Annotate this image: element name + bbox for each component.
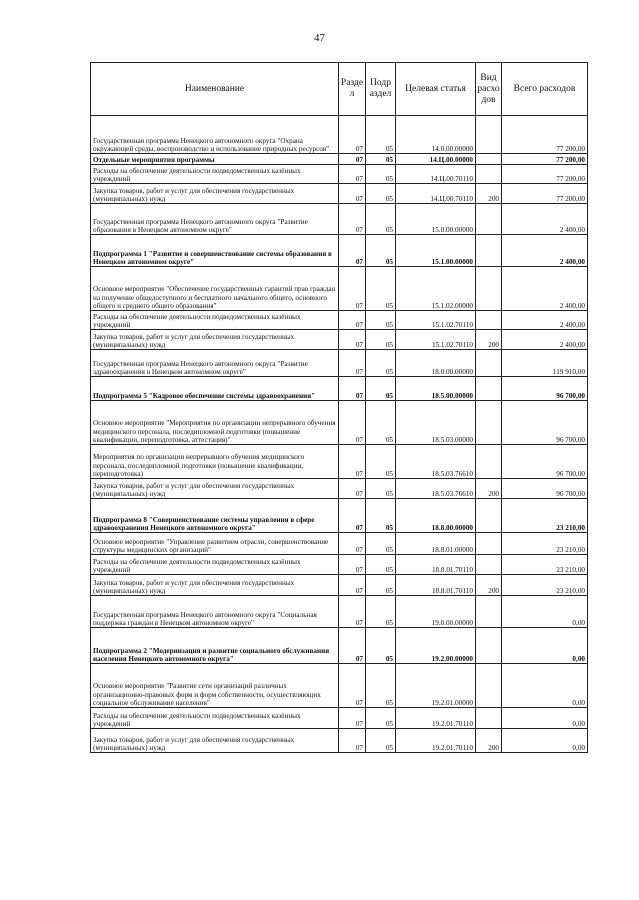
cell-expense-type [476, 154, 502, 165]
cell-target: 14.Ц.00.70110 [396, 165, 476, 184]
cell-target: 14.Ц.00.70110 [396, 184, 476, 204]
cell-section: 07 [339, 729, 366, 753]
cell-total: 77 200,00 [502, 184, 588, 204]
table-row [91, 729, 588, 753]
cell-expense-type [476, 267, 502, 311]
cell-expense-type: 200 [476, 184, 502, 204]
cell-total: 23 210,00 [502, 555, 588, 575]
cell-name: Закупка товаров, работ и услуг для обеспечения государственных (муниципальных) нужд [91, 729, 339, 753]
cell-section: 07 [339, 116, 366, 154]
cell-section: 07 [339, 628, 366, 664]
cell-name: Закупка товаров, работ и услуг для обеспечения государственных (муниципальных) нужд [91, 330, 339, 350]
cell-section: 07 [339, 377, 366, 401]
cell-subsection: 05 [366, 184, 396, 204]
cell-total: 96 700,00 [502, 377, 588, 401]
cell-target: 15.1.02.70110 [396, 311, 476, 330]
cell-expense-type [476, 445, 502, 479]
cell-subsection: 05 [366, 204, 396, 235]
cell-section: 07 [339, 184, 366, 204]
cell-expense-type [476, 377, 502, 401]
table-row [91, 596, 588, 628]
cell-expense-type [476, 165, 502, 184]
cell-expense-type [476, 628, 502, 664]
cell-expense-type [476, 499, 502, 533]
cell-subsection: 05 [366, 267, 396, 311]
cell-section: 07 [339, 154, 366, 165]
cell-section: 07 [339, 330, 366, 350]
cell-total: 0,00 [502, 708, 588, 729]
cell-subsection: 05 [366, 401, 396, 445]
cell-section: 07 [339, 533, 366, 555]
cell-total: 23 210,00 [502, 575, 588, 596]
cell-target: 18.5.03.76610 [396, 445, 476, 479]
cell-target: 15.1.02.70110 [396, 330, 476, 350]
cell-name: Государственная программа Ненецкого автономного округа "Социальная поддержка граждан в Ненецком автономном округе" [91, 596, 339, 628]
cell-subsection: 05 [366, 555, 396, 575]
cell-subsection: 05 [366, 499, 396, 533]
cell-expense-type [476, 116, 502, 154]
cell-expense-type [476, 401, 502, 445]
cell-name: Мероприятия по организации непрерывного обучения медицинского персонала, последипломной подготовки (повышение квалификации, переподготовка) [91, 445, 339, 479]
cell-name: Отдельные мероприятия программы [91, 154, 339, 165]
cell-section: 07 [339, 555, 366, 575]
cell-total: 77 200,00 [502, 165, 588, 184]
table-row [91, 445, 588, 479]
cell-expense-type: 200 [476, 330, 502, 350]
cell-subsection: 05 [366, 311, 396, 330]
cell-expense-type [476, 350, 502, 377]
cell-target: 18.8.01.70110 [396, 575, 476, 596]
cell-section: 07 [339, 664, 366, 708]
table-header-row [91, 63, 588, 116]
cell-total: 2 400,00 [502, 204, 588, 235]
table-row [91, 330, 588, 350]
cell-expense-type [476, 204, 502, 235]
cell-section: 07 [339, 267, 366, 311]
table-row [91, 575, 588, 596]
cell-subsection: 05 [366, 664, 396, 708]
cell-target: 19.2.00.00000 [396, 628, 476, 664]
cell-section: 07 [339, 479, 366, 499]
table-row [91, 664, 588, 708]
cell-target: 18.0.00.00000 [396, 350, 476, 377]
cell-name: Подпрограмма 8 "Совершенствование системы управления в сфере здравоохранения Ненецкого автономного округа" [91, 499, 339, 533]
cell-section: 07 [339, 311, 366, 330]
cell-target: 14.Ц.00.00000 [396, 154, 476, 165]
table-row [91, 267, 588, 311]
cell-target: 15.1.02.00000 [396, 267, 476, 311]
cell-name: Подпрограмма 1 "Развитие и совершенствование системы образования в Ненецком автономном округе" [91, 235, 339, 267]
cell-subsection: 05 [366, 116, 396, 154]
cell-name: Закупка товаров, работ и услуг для обеспечения государственных (муниципальных) нужд [91, 575, 339, 596]
cell-target: 18.5.03.00000 [396, 401, 476, 445]
cell-subsection: 05 [366, 575, 396, 596]
cell-expense-type [476, 311, 502, 330]
cell-section: 07 [339, 445, 366, 479]
cell-name: Основное мероприятие "Мероприятия по организации непрерывного обучения медицинского персонала, последипломной подготовки (повышение квалификации, переподготовка, аттестация)" [91, 401, 339, 445]
cell-subsection: 05 [366, 533, 396, 555]
cell-subsection: 05 [366, 445, 396, 479]
cell-target: 14.0.00.00000 [396, 116, 476, 154]
cell-expense-type: 200 [476, 575, 502, 596]
budget-table [90, 62, 588, 753]
table-row [91, 555, 588, 575]
table-row [91, 311, 588, 330]
cell-name: Основное мероприятие "Управление развитием отрасли, совершенствование структуры медицинских организаций" [91, 533, 339, 555]
cell-name: Расходы на обеспечение деятельности подведомственных казённых учреждений [91, 708, 339, 729]
cell-target: 18.5.00.00000 [396, 377, 476, 401]
table-row [91, 377, 588, 401]
table-row [91, 165, 588, 184]
cell-subsection: 05 [366, 479, 396, 499]
cell-subsection: 05 [366, 708, 396, 729]
cell-subsection: 05 [366, 628, 396, 664]
cell-expense-type [476, 555, 502, 575]
page-number: 47 [314, 32, 325, 44]
cell-subsection: 05 [366, 350, 396, 377]
cell-target: 18.8.01.70110 [396, 555, 476, 575]
cell-target: 18.8.01.00000 [396, 533, 476, 555]
table-row [91, 628, 588, 664]
table-row [91, 184, 588, 204]
cell-total: 77 200,00 [502, 154, 588, 165]
cell-total: 2 400,00 [502, 311, 588, 330]
cell-subsection: 05 [366, 154, 396, 165]
table-row [91, 235, 588, 267]
header-section: Разде л [339, 63, 366, 116]
cell-total: 77 200,00 [502, 116, 588, 154]
cell-name: Закупка товаров, работ и услуг для обеспечения государственных (муниципальных) нужд [91, 184, 339, 204]
table-row [91, 154, 588, 165]
cell-target: 18.8.00.00000 [396, 499, 476, 533]
header-name: Наименование [91, 63, 339, 116]
cell-subsection: 05 [366, 377, 396, 401]
cell-section: 07 [339, 165, 366, 184]
cell-name: Расходы на обеспечение деятельности подведомственных казённых учреждений [91, 555, 339, 575]
cell-target: 19.2.01.70110 [396, 729, 476, 753]
cell-total: 0,00 [502, 628, 588, 664]
cell-target: 15.1.00.00000 [396, 235, 476, 267]
cell-expense-type [476, 533, 502, 555]
cell-section: 07 [339, 596, 366, 628]
cell-total: 96 700,00 [502, 401, 588, 445]
cell-name: Основное мероприятие "Обеспечение государственных гарантий прав граждан на получение общедоступного и бесплатного начального общего, основного общего и среднего общего образования" [91, 267, 339, 311]
cell-expense-type: 200 [476, 729, 502, 753]
cell-total: 0,00 [502, 596, 588, 628]
table-row [91, 116, 588, 154]
cell-expense-type [476, 708, 502, 729]
cell-subsection: 05 [366, 330, 396, 350]
cell-target: 19.0.00.00000 [396, 596, 476, 628]
cell-total: 0,00 [502, 664, 588, 708]
cell-section: 07 [339, 350, 366, 377]
cell-name: Государственная программа Ненецкого автономного округа "Охрана окружающей среды, воспроизводство и использование природных ресурсов" [91, 116, 339, 154]
cell-total: 96 700,00 [502, 479, 588, 499]
cell-expense-type [476, 596, 502, 628]
cell-subsection: 05 [366, 165, 396, 184]
cell-total: 2 400,00 [502, 267, 588, 311]
cell-section: 07 [339, 401, 366, 445]
table-row [91, 479, 588, 499]
cell-section: 07 [339, 708, 366, 729]
cell-section: 07 [339, 499, 366, 533]
cell-subsection: 05 [366, 596, 396, 628]
cell-total: 2 400,00 [502, 330, 588, 350]
cell-name: Основное мероприятие "Развитие сети организаций различных организационно-правовых форм и форм собственности, осуществляющих социальное обслуживание населения" [91, 664, 339, 708]
header-expense-type: Вид расхо дов [476, 63, 502, 116]
cell-name: Государственная программа Ненецкого автономного округа "Развитие здравоохранения в Ненецком автономном округе" [91, 350, 339, 377]
cell-total: 23 210,00 [502, 533, 588, 555]
cell-total: 96 700,00 [502, 445, 588, 479]
cell-target: 18.5.03.76610 [396, 479, 476, 499]
cell-section: 07 [339, 575, 366, 596]
cell-expense-type [476, 235, 502, 267]
table-row [91, 533, 588, 555]
cell-subsection: 05 [366, 729, 396, 753]
header-target: Целевая статья [396, 63, 476, 116]
cell-subsection: 05 [366, 235, 396, 267]
table-row [91, 708, 588, 729]
cell-expense-type: 200 [476, 479, 502, 499]
cell-name: Подпрограмма 2 "Модернизация и развитие социального обслуживания населения Ненецкого автономного округа" [91, 628, 339, 664]
cell-total: 0,00 [502, 729, 588, 753]
cell-total: 2 400,00 [502, 235, 588, 267]
cell-name: Государственная программа Ненецкого автономного округа "Развитие образования в Ненецком автономном округе" [91, 204, 339, 235]
table-row [91, 401, 588, 445]
header-total: Всего расходов [502, 63, 588, 116]
cell-target: 19.2.01.00000 [396, 664, 476, 708]
cell-expense-type [476, 664, 502, 708]
cell-name: Расходы на обеспечение деятельности подведомственных казённых учреждений [91, 165, 339, 184]
table-row [91, 204, 588, 235]
cell-target: 15.0.00.00000 [396, 204, 476, 235]
cell-section: 07 [339, 204, 366, 235]
cell-total: 119 910,00 [502, 350, 588, 377]
table-row [91, 350, 588, 377]
table-row [91, 499, 588, 533]
cell-total: 23 210,00 [502, 499, 588, 533]
cell-section: 07 [339, 235, 366, 267]
cell-target: 19.2.01.70110 [396, 708, 476, 729]
cell-name: Закупка товаров, работ и услуг для обеспечения государственных (муниципальных) нужд [91, 479, 339, 499]
cell-name: Расходы на обеспечение деятельности подведомственных казённых учреждений [91, 311, 339, 330]
header-subsection: Подр аздел [366, 63, 396, 116]
cell-name: Подпрограмма 5 "Кадровое обеспечение системы здравоохранения" [91, 377, 339, 401]
